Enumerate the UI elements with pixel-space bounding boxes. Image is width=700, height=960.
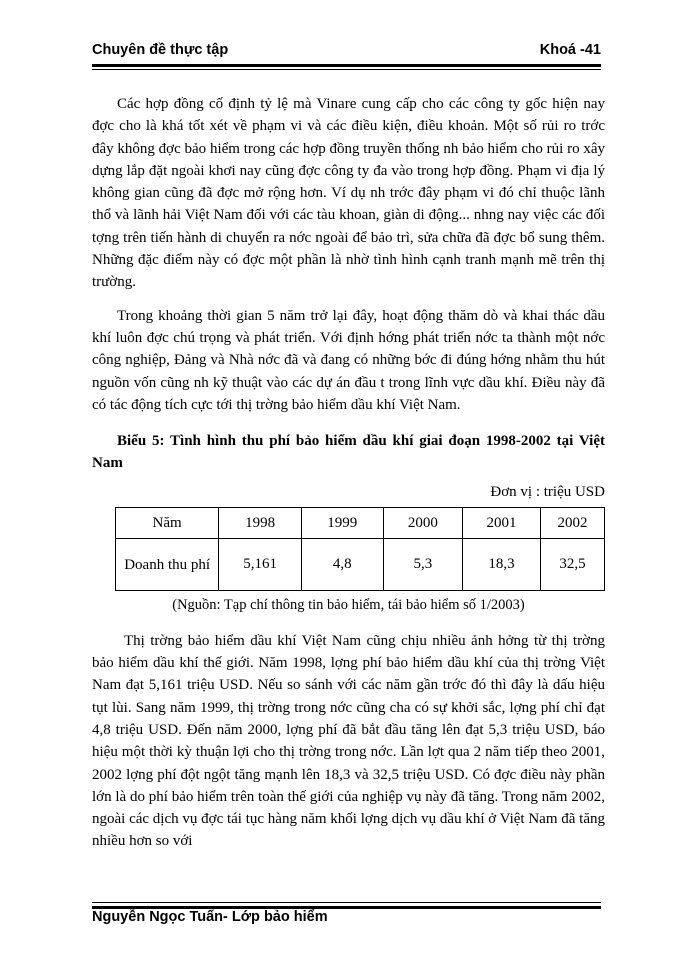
table-caption: Biểu 5: Tình hình thu phí bảo hiểm dầu khí giai đoạn 1998-2002 tại Việt Nam xyxy=(92,433,605,472)
header-cell-2000: 2000 xyxy=(383,508,463,539)
value-1999: 4,8 xyxy=(301,539,383,591)
header-cell-2001: 2001 xyxy=(463,508,541,539)
header-title: Chuyên đề thực tập xyxy=(92,42,229,58)
header-course: Khoá -41 xyxy=(539,42,601,58)
paragraph-market-analysis: Thị trờng bảo hiểm dầu khí Việt Nam cũng chịu nhiều ảnh hởng từ thị trờng bảo hiểm dầu khí thế giới. Năm 1998, lợng phí bảo hiểm dầu khí của thị trờng Việt Nam đạt 5,161 triệu USD. Nếu so sánh với các năm gần trớc đó thì đây là dấu hiệu tụt lùi. Sang năm 1999, thị trờng trong nớc cũng cha có sự khởi sắc, lợng phí chỉ đạt 4,8 triệu USD. Đến năm 2000, lợng phí đã bắt đầu tăng lên đạt 5,3 triệu USD, báo hiệu một thời kỳ thuận lợi cho thị trờng trong nớc. Lần lợt qua 2 năm tiếp theo 2001, 2002 lợng phí đột ngột tăng mạnh lên 18,3 và 32,5 triệu USD. Có đợc điều này phần lớn là do phí bảo hiểm trên toàn thế giới của nghiệp vụ này đã tăng. Trong năm 2002, ngoài các dịch vụ đợc tái tục hàng năm khối lợng dịch vụ dầu khí ở Việt Nam đã tăng nhiều hơn so với xyxy=(92,632,605,850)
page-header xyxy=(92,40,601,62)
header-rule-thin xyxy=(92,69,601,70)
page-footer: Nguyễn Ngọc Tuấn- Lớp bảo hiểm xyxy=(92,909,328,925)
value-2000: 5,3 xyxy=(383,539,463,591)
row-label-revenue: Doanh thu phí xyxy=(116,539,219,591)
value-2002: 32,5 xyxy=(540,539,604,591)
footer-rule-thin xyxy=(92,902,601,903)
value-2001: 18,3 xyxy=(463,539,541,591)
header-cell-year-label: Năm xyxy=(116,508,219,539)
header-cell-2002: 2002 xyxy=(540,508,604,539)
premium-table xyxy=(115,507,605,591)
header-rule-thick xyxy=(92,64,601,67)
table-row-revenue xyxy=(116,539,605,591)
paragraph-vinare-contracts: Các hợp đồng cố định tỷ lệ mà Vinare cung cấp cho các công ty gốc hiện nay đợc cho là khá tốt xét về phạm vi và các điều kiện, điều khoản. Một số rủi ro trớc đây không đợc bảo hiểm trong các hợp đồng truyền thống nh bảo hiểm cho rủi ro xây dựng lắp đặt ngoài khơi nay cũng đợc công ty đa vào trong hợp đồng. Phạm vi địa lý không gian cũng đã đợc mở rộng hơn. Ví dụ nh trớc đây phạm vi đó chỉ thuộc lãnh thổ và lãnh hải Việt Nam đối với các tàu khoan, giàn di động... nhng nay việc các đối tợng trên tiến hành di chuyển ra nớc ngoài để bảo trì, sửa chữa đã đợc bổ sung thêm. Những đặc điểm này có đợc một phần là nhờ tình hình cạnh tranh mạnh mẽ trên thị trường. xyxy=(92,96,605,291)
table-source: (Nguồn: Tạp chí thông tin bảo hiểm, tái bảo hiểm số 1/2003) xyxy=(172,597,525,614)
table-unit: Đơn vị : triệu USD xyxy=(490,484,605,501)
value-1998: 5,161 xyxy=(219,539,302,591)
paragraph-oil-exploration: Trong khoảng thời gian 5 năm trở lại đây, hoạt động thăm dò và khai thác dầu khí luôn đợc chú trọng và phát triển. Với định hớng phát triển nớc ta thành một nớc công nghiệp, Đảng và Nhà nớc đã và đang có những bớc đi đúng hớng nhằm thu hút nguồn vốn cũng nh kỹ thuật vào các dự án đầu t trong lĩnh vực dầu khí. Điều này đã có tác động tích cực tới thị trờng bảo hiểm dầu khí Việt Nam. xyxy=(92,307,605,413)
page-content xyxy=(92,93,605,853)
header-cell-1998: 1998 xyxy=(219,508,302,539)
header-cell-1999: 1999 xyxy=(301,508,383,539)
table-header-row xyxy=(116,508,605,539)
